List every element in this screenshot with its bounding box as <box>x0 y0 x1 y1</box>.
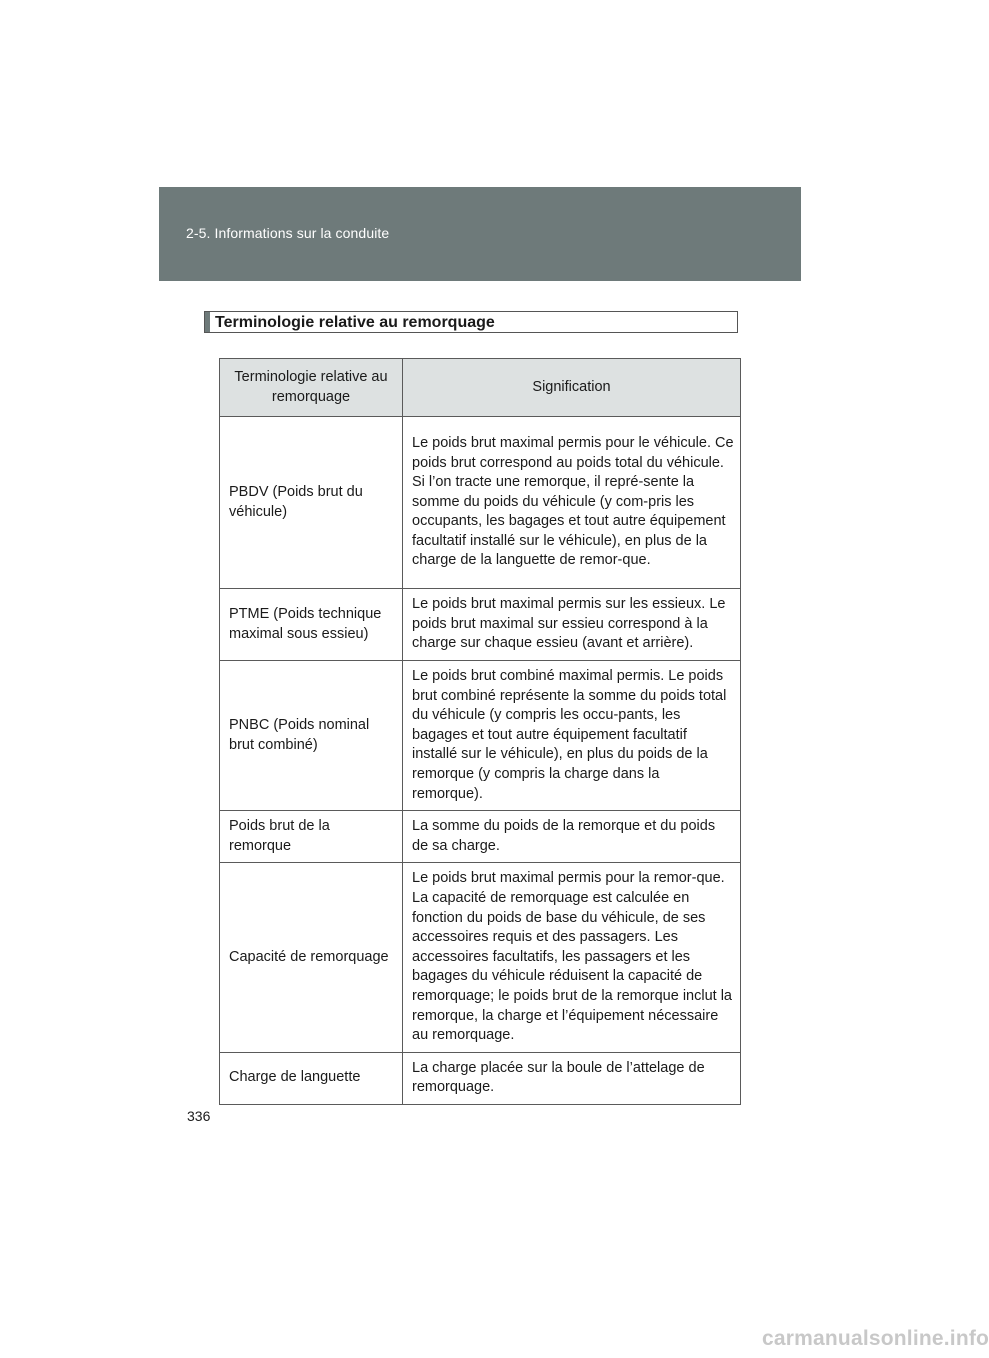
table-row <box>220 661 741 811</box>
table-row <box>220 811 741 863</box>
watermark-logo: carmanualsonline.info <box>762 1327 989 1350</box>
terminology-table <box>219 358 741 1105</box>
meaning-cell: Le poids brut maximal permis sur les essieux. Le poids brut maximal sur essieu correspond à la charge sur chaque essieu (avant et arrière). <box>403 589 741 661</box>
term-cell: Capacité de remorquage <box>220 863 403 1052</box>
meaning-cell: Le poids brut combiné maximal permis. Le poids brut combiné représente la somme du poids total du véhicule (y compris les occu-pants, les bagages et tout autre équipement facultatif installé sur le véhicule), en plus du poids de la remorque (y compris la charge dans la remorque). <box>403 661 741 811</box>
table-row <box>220 417 741 589</box>
term-cell: PNBC (Poids nominal brut combiné) <box>220 661 403 811</box>
section-title: Terminologie relative au remorquage <box>215 314 495 331</box>
meaning-cell: Le poids brut maximal permis pour le véhicule. Ce poids brut correspond au poids total du véhicule. Si l’on tracte une remorque, il repré-sente la somme du poids du véhicule (y com-pris les occupants, les bagages et tout autre équipement facultatif installé sur le véhicule), en plus de la charge de la languette de remor-que. <box>403 417 741 589</box>
chapter-header-band <box>159 187 801 281</box>
table-row <box>220 1052 741 1104</box>
column-header-meaning: Signification <box>403 359 741 417</box>
section-title-box <box>204 311 738 333</box>
section-breadcrumb: 2-5. Informations sur la conduite <box>186 225 390 241</box>
term-cell: Charge de languette <box>220 1052 403 1104</box>
meaning-cell: La somme du poids de la remorque et du poids de sa charge. <box>403 811 741 863</box>
table-row <box>220 589 741 661</box>
term-cell: Poids brut de la remorque <box>220 811 403 863</box>
term-cell: PTME (Poids technique maximal sous essieu) <box>220 589 403 661</box>
section-title-accent-bar <box>205 312 210 332</box>
meaning-cell: Le poids brut maximal permis pour la remor-que. La capacité de remorquage est calculée en fonction du poids de base du véhicule, de ses accessoires requis et des passagers. Les accessoires facultatifs, les passagers et les bagages du véhicule réduisent la capacité de remorquage; le poids brut de la remorque inclut la remorque, la charge et l’équipement nécessaire au remorquage. <box>403 863 741 1052</box>
term-cell: PBDV (Poids brut du véhicule) <box>220 417 403 589</box>
page-number: 336 <box>187 1108 211 1124</box>
meaning-cell: La charge placée sur la boule de l’attelage de remorquage. <box>403 1052 741 1104</box>
column-header-term: Terminologie relative au remorquage <box>220 359 403 417</box>
table-header-row <box>220 359 741 417</box>
table-row <box>220 863 741 1052</box>
